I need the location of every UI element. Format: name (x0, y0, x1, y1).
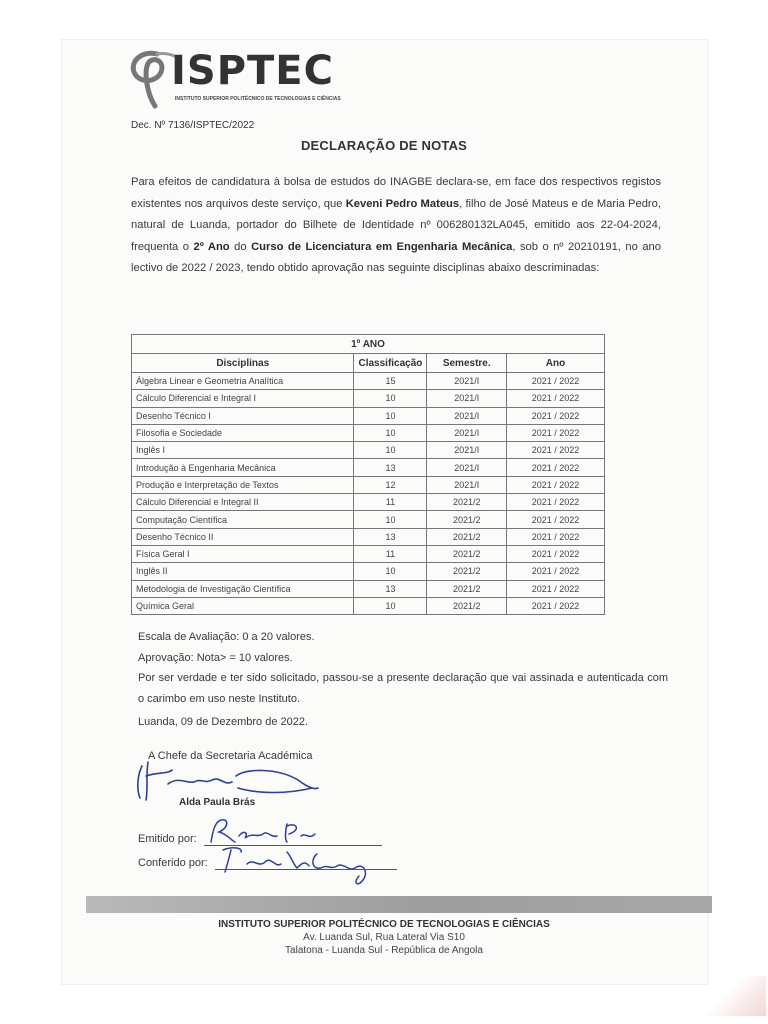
footer (0, 918, 768, 957)
document-title: DECLARAÇÃO DE NOTAS (300, 138, 468, 153)
cell-ano: 2021 / 2022 (507, 424, 605, 441)
table-row (132, 528, 605, 545)
cell-ano: 2021 / 2022 (507, 373, 605, 390)
chefe-title: A Chefe da Secretaria Académica (148, 750, 313, 762)
footer-institution: INSTITUTO SUPERIOR POLITÉCNICO DE TECNOLOGIAS E CIÊNCIAS (218, 919, 550, 930)
cell-disciplina: Álgebra Linear e Geometria Analítica (132, 373, 354, 390)
cell-ano: 2021 / 2022 (507, 494, 605, 511)
footer-address-2: Talatona - Luanda Sul - República de Angola (285, 945, 483, 956)
logo-subtitle: INSTITUTO SUPERIOR POLITÉCNICO DE TECNOLOGIAS E CIÊNCIAS (175, 96, 341, 102)
student-name: Keveni Pedro Mateus (345, 197, 460, 210)
cell-semestre: 2021/I (427, 407, 507, 424)
cell-ano: 2021 / 2022 (507, 563, 605, 580)
cell-semestre: 2021/2 (427, 511, 507, 528)
logo-name: ISPTEC (171, 48, 334, 94)
cell-semestre: 2021/I (427, 442, 507, 459)
cell-ano: 2021 / 2022 (507, 476, 605, 493)
cell-disciplina: Computação Científica (132, 511, 354, 528)
cell-classificacao: 10 (354, 597, 427, 614)
cell-ano: 2021 / 2022 (507, 580, 605, 597)
emitido-label: Emitido por: (138, 833, 197, 845)
cell-semestre: 2021/I (427, 424, 507, 441)
cell-ano: 2021 / 2022 (507, 390, 605, 407)
cell-disciplina: Inglês II (132, 563, 354, 580)
table-row (132, 511, 605, 528)
declaration-number: Dec. Nº 7136/ISPTEC/2022 (131, 120, 255, 131)
grades-table (131, 334, 605, 615)
isptec-logo (127, 44, 341, 116)
cell-semestre: 2021/2 (427, 494, 507, 511)
cell-ano: 2021 / 2022 (507, 459, 605, 476)
cell-semestre: 2021/2 (427, 563, 507, 580)
cell-classificacao: 13 (354, 459, 427, 476)
col-header-semestre: Semestre. (427, 354, 507, 373)
cell-semestre: 2021/I (427, 459, 507, 476)
cell-disciplina: Metodologia de Investigação Científica (132, 580, 354, 597)
page-edge-shadow (696, 976, 766, 1016)
table-row (132, 373, 605, 390)
cell-ano: 2021 / 2022 (507, 528, 605, 545)
cell-semestre: 2021/2 (427, 597, 507, 614)
conferido-line (215, 869, 397, 870)
footer-address-1: Av. Luanda Sul, Rua Lateral Via S10 (303, 932, 465, 943)
cell-disciplina: Introdução à Engenharia Mecânica (132, 459, 354, 476)
cell-ano: 2021 / 2022 (507, 545, 605, 562)
approval-rule: Aprovação: Nota> = 10 valores. (138, 651, 293, 664)
intro-paragraph (131, 172, 661, 280)
table-row (132, 424, 605, 441)
col-header-ano: Ano (507, 354, 605, 373)
cell-classificacao: 11 (354, 545, 427, 562)
cell-classificacao: 10 (354, 407, 427, 424)
cell-disciplina: Química Geral (132, 597, 354, 614)
table-row (132, 442, 605, 459)
cell-classificacao: 10 (354, 390, 427, 407)
cell-classificacao: 13 (354, 580, 427, 597)
cell-ano: 2021 / 2022 (507, 511, 605, 528)
conferido-label: Conferido por: (138, 857, 208, 869)
table-row (132, 459, 605, 476)
cell-classificacao: 10 (354, 424, 427, 441)
cell-classificacao: 12 (354, 476, 427, 493)
footer-bar (86, 896, 712, 913)
cell-disciplina: Filosofia e Sociedade (132, 424, 354, 441)
cell-ano: 2021 / 2022 (507, 597, 605, 614)
cell-disciplina: Cálculo Diferencial e Integral II (132, 494, 354, 511)
cell-classificacao: 10 (354, 511, 427, 528)
chefe-name: Alda Paula Brás (179, 797, 256, 808)
table-row (132, 545, 605, 562)
cell-classificacao: 10 (354, 563, 427, 580)
cell-semestre: 2021/I (427, 373, 507, 390)
table-row (132, 597, 605, 614)
notes-block (138, 627, 668, 709)
table-row (132, 580, 605, 597)
col-header-disciplinas: Disciplinas (132, 354, 354, 373)
intro-text-1: Para efeitos de candidatura à bolsa de estudos do INAGBE declara-se, em face dos respectivos registos existentes nos arquivos deste serviço, que (131, 176, 661, 210)
cell-semestre: 2021/2 (427, 580, 507, 597)
cell-classificacao: 11 (354, 494, 427, 511)
table-row (132, 563, 605, 580)
cell-disciplina: Desenho Técnico I (132, 407, 354, 424)
cell-disciplina: Física Geral I (132, 545, 354, 562)
cell-ano: 2021 / 2022 (507, 407, 605, 424)
closing-statement: Por ser verdade e ter sido solicitado, passou-se a presente declaração que vai assinada e autenticada com o carimbo em uso neste Instituto. (138, 672, 668, 705)
evaluation-scale: Escala de Avaliação: 0 a 20 valores. (138, 631, 315, 643)
cell-semestre: 2021/I (427, 390, 507, 407)
cell-classificacao: 10 (354, 442, 427, 459)
cell-classificacao: 15 (354, 373, 427, 390)
cell-semestre: 2021/2 (427, 545, 507, 562)
cell-classificacao: 13 (354, 528, 427, 545)
issue-date: Luanda, 09 de Dezembro de 2022. (138, 716, 309, 728)
cell-disciplina: Produção e Interpretação de Textos (132, 476, 354, 493)
table-row (132, 390, 605, 407)
conferido-signature (213, 842, 393, 894)
intro-text-3: do (229, 240, 252, 253)
cell-semestre: 2021/2 (427, 528, 507, 545)
col-header-classificacao: Classificação (354, 354, 427, 373)
cell-disciplina: Cálculo Diferencial e Integral I (132, 390, 354, 407)
grades-table-body (132, 373, 605, 615)
cell-disciplina: Desenho Técnico II (132, 528, 354, 545)
course-year: 2º Ano (193, 240, 230, 253)
table-row (132, 494, 605, 511)
cell-ano: 2021 / 2022 (507, 442, 605, 459)
table-row (132, 407, 605, 424)
cell-semestre: 2021/I (427, 476, 507, 493)
course-name: Curso de Licenciatura em Engenharia Mecânica (251, 240, 513, 253)
cell-disciplina: Inglês I (132, 442, 354, 459)
table-row (132, 476, 605, 493)
intro-text-2: , filho de José Mateus e de Maria Pedro, natural de Luanda, portador do Bilhete de Identidade nº 006280132LA045, emitido aos 22-04-2024, frequenta o (131, 197, 661, 253)
year-header: 1º ANO (132, 335, 605, 354)
intro-text-4: , sob o nº 20210191, no ano lectivo de 2022 / 2023, tendo obtido aprovação nas seguinte disciplinas abaixo descriminadas: (131, 240, 662, 274)
